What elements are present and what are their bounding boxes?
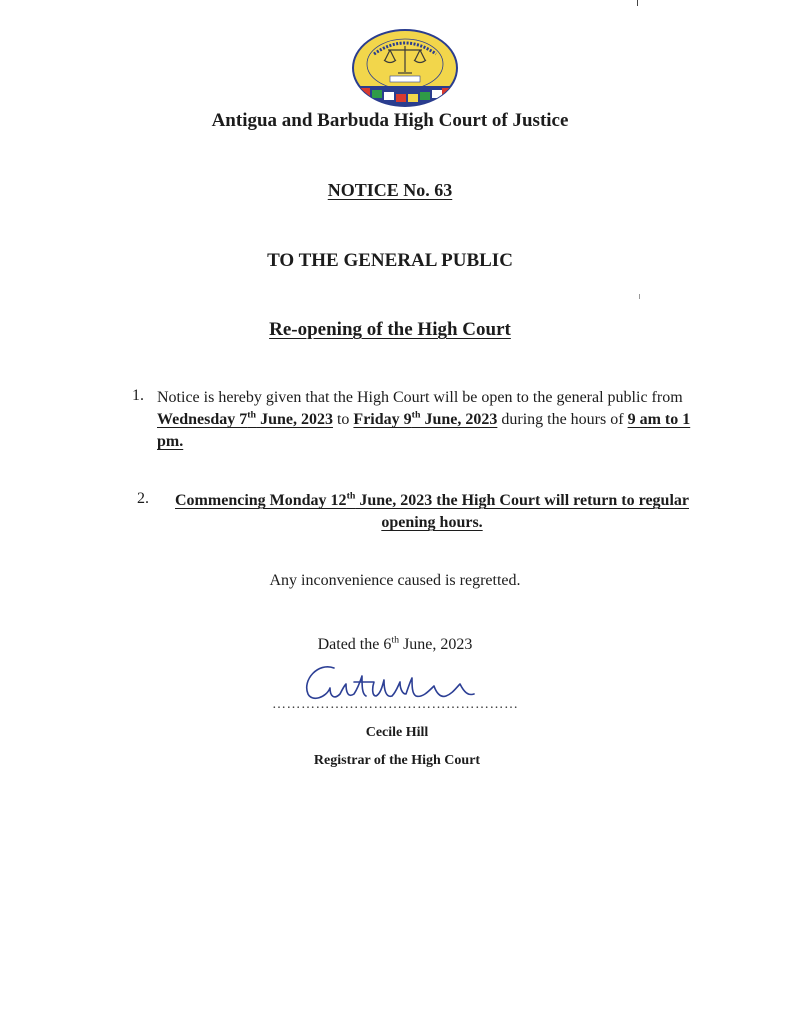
signer-name: Cecile Hill bbox=[365, 725, 429, 740]
notice-subject: Re-opening of the High Court bbox=[269, 319, 511, 340]
scan-mark bbox=[637, 0, 638, 6]
court-name-heading: Antigua and Barbuda High Court of Justice bbox=[211, 110, 569, 131]
court-seal-logo bbox=[350, 28, 460, 108]
audience-heading: TO THE GENERAL PUBLIC bbox=[267, 250, 513, 271]
list-number-2: 2. bbox=[137, 490, 149, 507]
item-1-connector: to bbox=[332, 411, 354, 428]
signer-title: Registrar of the High Court bbox=[313, 753, 481, 768]
regret-statement: Any inconvenience caused is regretted. bbox=[269, 572, 521, 589]
scan-speck bbox=[639, 294, 640, 299]
notice-item-1 bbox=[157, 387, 717, 453]
signature-line: …………………………………………… bbox=[272, 697, 519, 712]
start-date: Wednesday 7th June, 2023 bbox=[157, 409, 333, 428]
opening-hours: 9 am to 1 pm. bbox=[157, 411, 691, 450]
dated-line: Dated the 6th June, 2023 bbox=[317, 634, 473, 653]
item-1-hours-text: during the hours of bbox=[497, 411, 628, 428]
list-number-1: 1. bbox=[132, 387, 144, 404]
item-1-text: Notice is hereby given that the High Court will be open to the general public from bbox=[157, 389, 683, 406]
notice-number: NOTICE No. 63 bbox=[327, 180, 453, 200]
notice-item-2: Commencing Monday 12th June, 2023 the High Court will return to regular opening hours. bbox=[175, 490, 689, 531]
end-date: Friday 9th June, 2023 bbox=[353, 409, 498, 428]
